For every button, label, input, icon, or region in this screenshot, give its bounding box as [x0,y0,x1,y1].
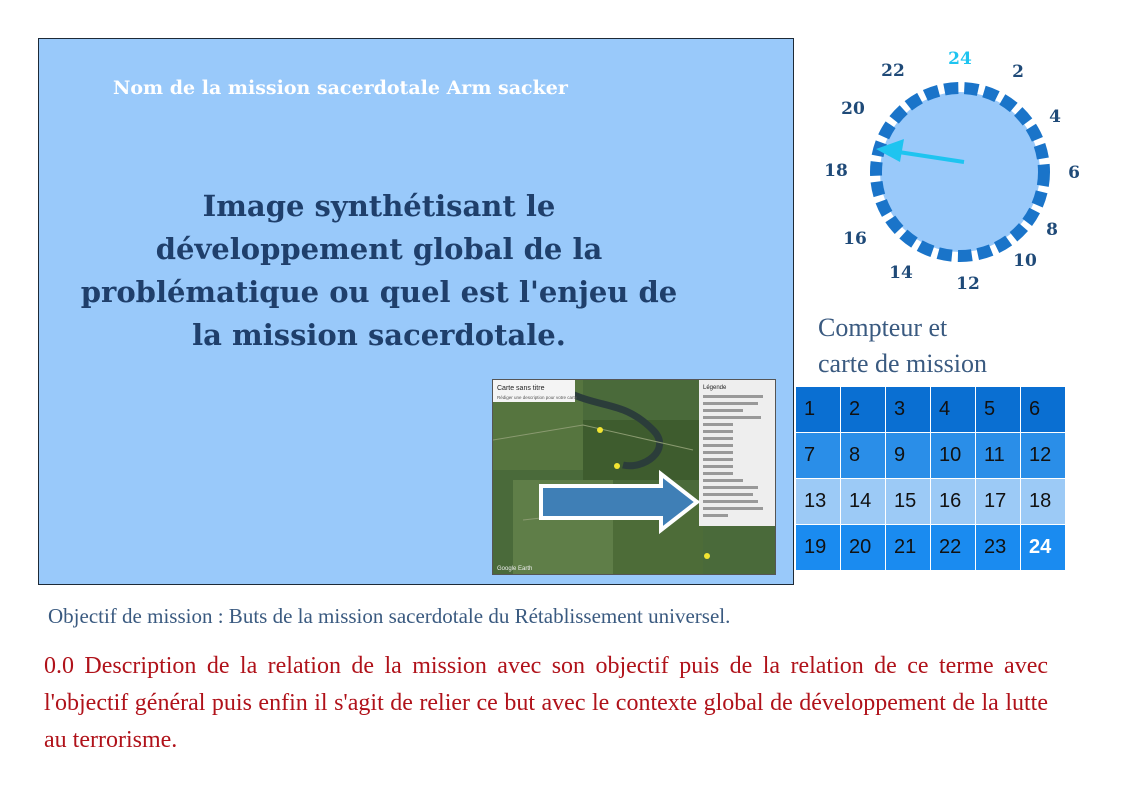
clock-label-2: 2 [1012,62,1024,82]
grid-cell[interactable]: 20 [841,525,886,571]
grid-cell[interactable]: 19 [796,525,841,571]
grid-cell[interactable]: 7 [796,433,841,479]
grid-cell[interactable]: 14 [841,479,886,525]
grid-cell[interactable]: 8 [841,433,886,479]
mission-clock [812,44,1092,300]
grid-cell[interactable]: 6 [1021,387,1066,433]
clock-label-6: 6 [1068,163,1080,183]
clock-label-8: 8 [1046,220,1058,240]
counter-label-line2: carte de mission [818,349,987,378]
grid-cell[interactable]: 11 [976,433,1021,479]
grid-cell[interactable]: 22 [931,525,976,571]
map-legend-title: Légende [703,385,727,391]
clock-label-24: 24 [948,49,972,69]
counter-label [818,310,987,382]
grid-row [796,479,1066,525]
clock-label-4: 4 [1049,107,1061,127]
grid-cell[interactable]: 15 [886,479,931,525]
grid-row [796,525,1066,571]
grid-cell[interactable]: 3 [886,387,931,433]
main-panel [38,38,794,585]
grid-cell[interactable]: 2 [841,387,886,433]
grid-cell[interactable]: 18 [1021,479,1066,525]
grid-cell[interactable]: 17 [976,479,1021,525]
synthesis-text: Image synthétisant le développement global de la problématique ou quel est l'enjeu de la mission sacerdotale. [80,189,678,352]
grid-cell-current[interactable]: 24 [1021,525,1066,571]
map-title: Carte sans titre [497,385,545,392]
grid-cell[interactable]: 12 [1021,433,1066,479]
grid-cell[interactable]: 4 [931,387,976,433]
grid-row [796,433,1066,479]
grid-cell[interactable]: 23 [976,525,1021,571]
map-subtitle: Rédiger une description pour votre carte [497,395,578,400]
grid-cell[interactable]: 5 [976,387,1021,433]
grid-cell[interactable]: 10 [931,433,976,479]
grid-cell[interactable]: 13 [796,479,841,525]
counter-label-line1: Compteur et [818,313,948,342]
clock-label-22: 22 [881,61,905,81]
grid-cell[interactable]: 21 [886,525,931,571]
clock-label-16: 16 [843,229,867,249]
map-footer: Google Earth [497,566,533,572]
mission-counter-grid [795,386,1066,571]
clock-label-18: 18 [824,161,848,181]
grid-row [796,387,1066,433]
mission-name: Nom de la mission sacerdotale Arm sacker [113,77,568,99]
mission-objective: Objectif de mission : Buts de la mission sacerdotale du Rétablissement universel. [48,604,731,628]
satellite-map-image [493,380,776,575]
mission-description: 0.0 Description de la relation de la mission avec son objectif puis de la relation de ce terme avec l'objectif général puis enfin il s'agit de relier ce but avec le contexte global de développement de la lutte au terrorisme. [44,653,1048,753]
clock-label-12: 12 [956,274,980,294]
clock-label-20: 20 [841,99,865,119]
grid-cell[interactable]: 16 [931,479,976,525]
map-thumbnail[interactable] [492,379,776,575]
grid-cell[interactable]: 1 [796,387,841,433]
grid-cell[interactable]: 9 [886,433,931,479]
clock-label-10: 10 [1013,251,1037,271]
clock-label-14: 14 [889,263,913,283]
